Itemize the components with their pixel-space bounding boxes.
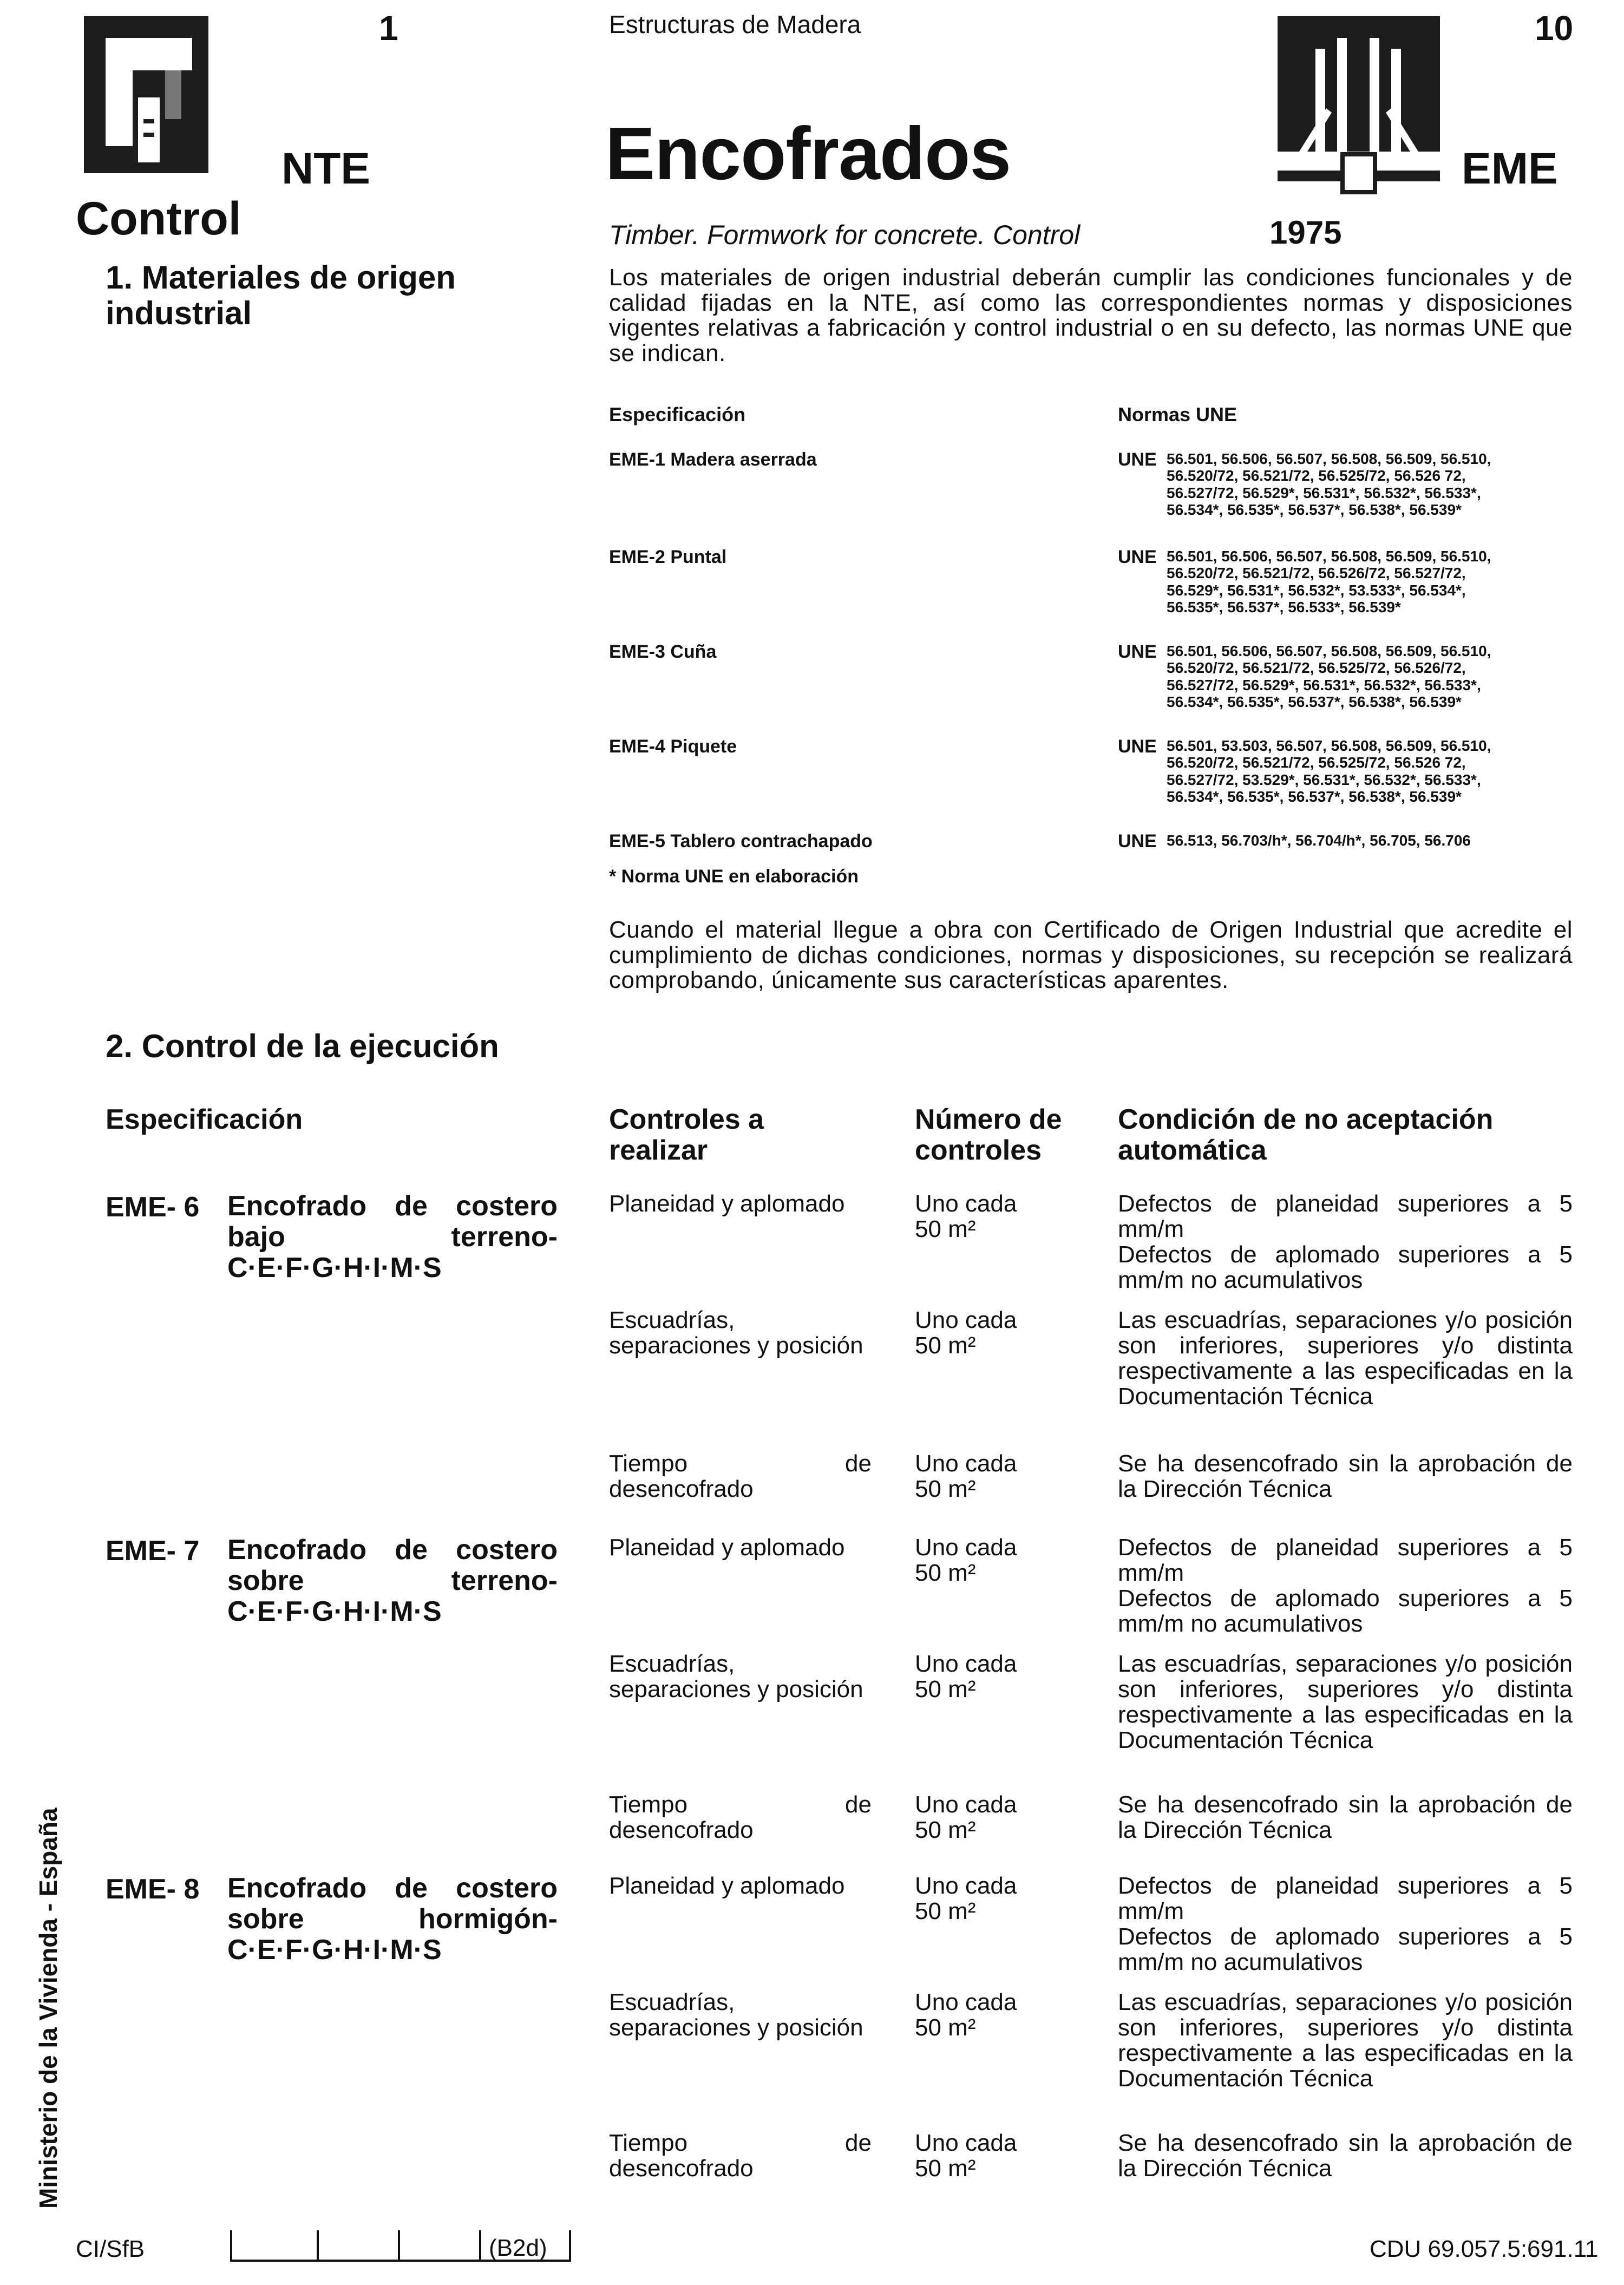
control-name: Tiempo de desencofrado (609, 1791, 872, 1844)
control-name: Escuadrías, separaciones y posición (609, 1307, 863, 1359)
document-code: EME (1462, 144, 1558, 193)
control-name: Escuadrías, separaciones y posición (609, 1651, 863, 1703)
control-condition: Se ha desencofrado sin la aprobación de la Dirección Técnica (1118, 1450, 1573, 1503)
col-header-number: Número de controles (915, 1104, 1062, 1167)
une-prefix: UNE (1118, 641, 1157, 662)
col-header-controls: Controles a realizar (609, 1104, 764, 1167)
control-number: Uno cada 50 m² (915, 1791, 1017, 1844)
col-header-spec: Especificación (106, 1104, 303, 1135)
row-description: Encofrado de costero sobre hormigón-C·E·F·G·H·I·M·S (227, 1872, 558, 1966)
control-condition: Se ha desencofrado sin la aprobación de la Dirección Técnica (1118, 1791, 1573, 1844)
spec-name: EME-5 Tablero contrachapado (609, 831, 873, 852)
col-header-condition: Condición de no aceptación automática (1118, 1104, 1494, 1167)
scale-tick (479, 2230, 481, 2262)
formwork-icon (1278, 16, 1440, 195)
series-title: Estructuras de Madera (609, 10, 861, 38)
control-name: Planeidad y aplomado (609, 1534, 845, 1561)
section2-heading: 2. Control de la ejecución (106, 1028, 499, 1064)
cisfb-label: CI/SfB (76, 2236, 145, 2262)
control-number: Uno cada 50 m² (915, 2130, 1017, 2182)
scale-tick (230, 2230, 232, 2262)
spec-name: EME-3 Cuña (609, 641, 717, 662)
section-title: Control (76, 193, 241, 245)
control-condition: Defectos de planeidad superiores a 5 mm/m Defectos de aplomado superiores a 5 mm/m no acumulativos (1118, 1190, 1573, 1294)
une-column-header: Normas UNE (1118, 403, 1237, 425)
page-number-right: 10 (1535, 9, 1574, 48)
row-code: EME- 8 (106, 1874, 200, 1905)
control-condition: Defectos de planeidad superiores a 5 mm/m Defectos de aplomado superiores a 5 mm/m no acumulativos (1118, 1534, 1573, 1638)
nte-logo (84, 16, 208, 173)
table-row (106, 1535, 1573, 1860)
sidebar-ministry: Ministerio de la Vivienda - España (34, 1808, 62, 2209)
section1-closing: Cuando el material llegue a obra con Certificado de Origen Industrial que acredite el cumplimiento de dichas condiciones, normas y disposiciones, su recepción se realizará comprobando, únicamente sus características aparentes. (609, 916, 1573, 994)
control-number: Uno cada 50 m² (915, 1450, 1017, 1503)
section1-intro: Los materiales de origen industrial deberán cumplir las condiciones funcionales y de calidad fijadas en la NTE, así como las correspondientes normas y disposiciones vigentes relativas a fabricación y control industrial o en su defecto, las normas UNE que se indican. (609, 264, 1573, 366)
clamp-icon (84, 16, 208, 173)
page-title: Encofrados (605, 112, 1011, 195)
row-code: EME- 7 (106, 1535, 200, 1567)
control-name: Planeidad y aplomado (609, 1190, 845, 1217)
control-number: Uno cada 50 m² (915, 1872, 1017, 1925)
control-number: Uno cada 50 m² (915, 1989, 1017, 2041)
control-condition: Las escuadrías, separaciones y/o posición son inferiores, superiores y/o distinta respectivamente a las especificadas en la Documentación Técnica (1118, 1989, 1573, 2092)
control-number: Uno cada 50 m² (915, 1534, 1017, 1587)
spec-name: EME-1 Madera aserrada (609, 449, 817, 470)
une-prefix: UNE (1118, 547, 1157, 567)
control-condition: Se ha desencofrado sin la aprobación de la Dirección Técnica (1118, 2130, 1573, 2182)
classification-code: (B2d) (489, 2235, 547, 2261)
scale-tick (317, 2230, 319, 2262)
une-codes: 56.501, 56.506, 56.507, 56.508, 56.509, 56.510, 56.520/72, 56.521/72, 56.525/72, 56.526 72, 56.527/72, 56.529*, 56.531*, 56.532*, 56.533*, 56.534*, 56.535*, 56.537*, 56.538*, 56.539* (1167, 450, 1491, 519)
nte-label: NTE (281, 144, 370, 193)
row-description: Encofrado de costero sobre terreno-C·E·F·G·H·I·M·S (227, 1534, 558, 1628)
page-number-left: 1 (379, 9, 398, 48)
une-codes: 56.501, 53.503, 56.507, 56.508, 56.509, 56.510, 56.520/72, 56.521/72, 56.525/72, 56.526 72, 56.527/72, 53.529*, 56.531*, 56.532*, 56.533*, 56.534*, 56.535*, 56.537*, 56.538*, 56.539* (1167, 737, 1491, 806)
row-code: EME- 6 (106, 1191, 200, 1223)
control-condition: Las escuadrías, separaciones y/o posición son inferiores, superiores y/o distinta respectivamente a las especificadas en la Documentación Técnica (1118, 1651, 1573, 1754)
row-description: Encofrado de costero bajo terreno-C·E·F·G·H·I·M·S (227, 1190, 558, 1284)
scale-tick (398, 2230, 400, 2262)
une-codes: 56.501, 56.506, 56.507, 56.508, 56.509, 56.510, 56.520/72, 56.521/72, 56.526/72, 56.527/72, 56.529*, 56.531*, 56.532*, 53.533*, 56.534*, 56.535*, 56.537*, 56.533*, 56.539* (1167, 548, 1491, 616)
table-row (106, 1873, 1573, 2198)
une-codes: 56.501, 56.506, 56.507, 56.508, 56.509, 56.510, 56.520/72, 56.521/72, 56.525/72, 56.526/72, 56.527/72, 56.529*, 56.531*, 56.532*, 56.533*, 56.534*, 56.535*, 56.537*, 56.538*, 56.539* (1167, 643, 1491, 711)
control-name: Planeidad y aplomado (609, 1872, 845, 1899)
eme-logo (1278, 16, 1440, 195)
spec-name: EME-2 Puntal (609, 547, 727, 567)
une-footnote: * Norma UNE en elaboración (609, 866, 859, 887)
year: 1975 (1269, 214, 1342, 251)
une-prefix: UNE (1118, 449, 1157, 470)
spec-column-header: Especificación (609, 403, 746, 425)
control-condition: Las escuadrías, separaciones y/o posición son inferiores, superiores y/o distinta respectivamente a las especificadas en la Documentación Técnica (1118, 1307, 1573, 1410)
une-prefix: UNE (1118, 736, 1157, 757)
control-name: Tiempo de desencofrado (609, 2130, 872, 2182)
scale-tick (569, 2230, 571, 2262)
table-row (106, 1191, 1573, 1516)
control-number: Uno cada 50 m² (915, 1307, 1017, 1359)
control-name: Tiempo de desencofrado (609, 1450, 872, 1503)
cisfb-scale (230, 2230, 571, 2262)
cdu-code: CDU 69.057.5:691.11 (1370, 2236, 1599, 2262)
une-codes: 56.513, 56.703/h*, 56.704/h*, 56.705, 56.706 (1167, 832, 1471, 849)
control-number: Uno cada 50 m² (915, 1190, 1017, 1243)
page-subtitle: Timber. Formwork for concrete. Control (609, 220, 1081, 250)
une-prefix: UNE (1118, 831, 1157, 852)
control-number: Uno cada 50 m² (915, 1651, 1017, 1703)
section1-heading: 1. Materiales de origen industrial (106, 259, 456, 331)
spec-name: EME-4 Piquete (609, 736, 737, 757)
control-name: Escuadrías, separaciones y posición (609, 1989, 863, 2041)
control-condition: Defectos de planeidad superiores a 5 mm/m Defectos de aplomado superiores a 5 mm/m no acumulativos (1118, 1872, 1573, 1976)
